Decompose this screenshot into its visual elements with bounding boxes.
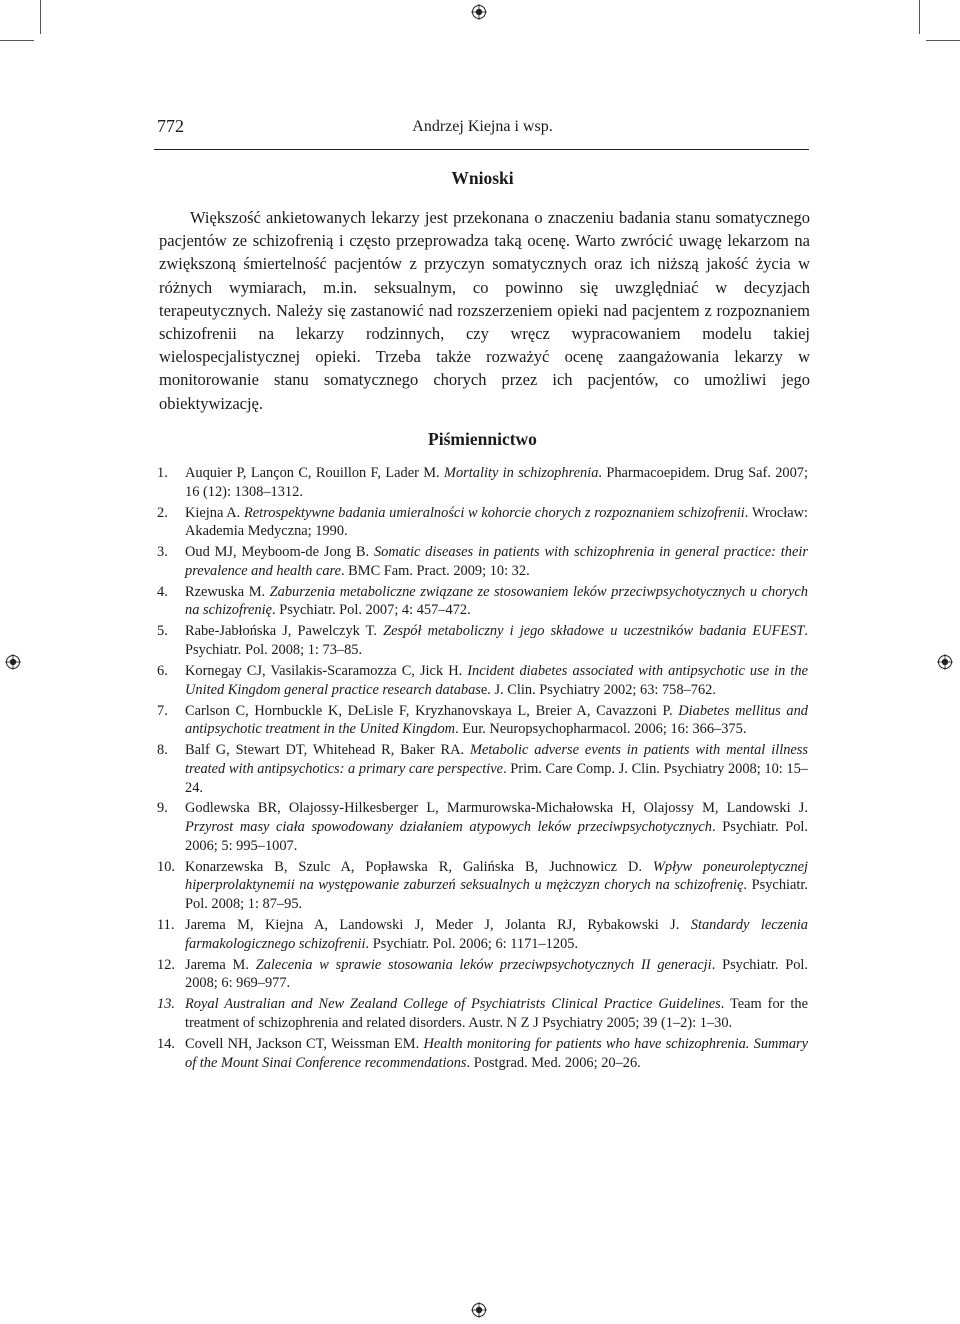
- reference-number: 9.: [157, 800, 168, 817]
- references-list: [157, 464, 808, 1074]
- reference-item: [157, 583, 808, 620]
- reference-authors: Rabe-Jabłońska J, Pawelczyk T.: [185, 623, 377, 640]
- reference-number: 6.: [157, 662, 168, 679]
- reference-item: [157, 916, 808, 953]
- reference-source: . Postgrad. Med. 2006; 20–26.: [466, 1054, 641, 1071]
- reference-source: . Eur. Neuropsychopharmacol. 2006; 16: 366–375.: [455, 721, 747, 738]
- reference-authors: Konarzewska B, Szulc A, Popławska R, Galińska B, Juchnowicz D.: [185, 858, 642, 875]
- reference-source: . Psychiatr. Pol. 2008; 1: 87–95.: [185, 877, 808, 913]
- reference-authors: Godlewska BR, Olajossy-Hilkesberger L, Marmurowska-Michałowska H, Olajossy M, Landowski J.: [185, 800, 808, 817]
- reference-authors: Kornegay CJ, Vasilakis-Scaramozza C, Jick H.: [185, 662, 463, 679]
- reference-title: Zespół metaboliczny i jego składowe u uczestników badania EUFEST: [383, 623, 805, 640]
- registration-mark-bottom-icon: [471, 1302, 487, 1318]
- header-rule: [154, 149, 809, 150]
- reference-title: Zaburzenia metaboliczne związane ze stosowaniem leków przeciwpsychotycznych u chorych na schizofrenię: [185, 583, 808, 619]
- reference-authors: Balf G, Stewart DT, Whitehead R, Baker RA.: [185, 742, 465, 759]
- reference-item: [157, 702, 808, 739]
- reference-item: [157, 504, 808, 541]
- conclusions-body: [159, 206, 810, 415]
- reference-source: . BMC Fam. Pract. 2009; 10: 32.: [340, 562, 530, 579]
- reference-number: 3.: [157, 544, 168, 561]
- registration-mark-right-icon: [937, 654, 953, 670]
- reference-authors: Jarema M.: [185, 956, 249, 973]
- reference-number: 5.: [157, 623, 168, 640]
- reference-title: Mortality in schizophrenia: [443, 465, 599, 481]
- reference-item: [157, 543, 808, 580]
- crop-mark-top-right-h: [926, 40, 960, 41]
- reference-number: 11.: [157, 917, 175, 934]
- reference-title: Standardy leczenia farmakologicznego schizofrenii: [185, 917, 808, 952]
- reference-item: [157, 622, 808, 659]
- reference-item: [157, 858, 808, 914]
- reference-source: . Prim. Care Comp. J. Clin. Psychiatry 2008; 10: 15–24.: [185, 760, 808, 796]
- reference-source: e. J. Clin. Psychiatry 2002; 63: 758–762.: [480, 681, 716, 698]
- reference-item: [157, 956, 808, 993]
- reference-number: 12.: [157, 956, 175, 973]
- reference-title: Royal Australian and New Zealand College of Psychiatrists Clinical Practice Guidelines: [185, 996, 721, 1013]
- page-number: 772: [157, 116, 184, 136]
- page-header: [157, 116, 808, 138]
- reference-title: Incident diabetes associated with antipsychotic use in the United Kingdom general practice research databas: [185, 662, 808, 698]
- reference-authors: Covell NH, Jackson CT, Weissman EM.: [185, 1035, 420, 1052]
- reference-source: . Wrocław: Akademia Medyczna; 1990.: [185, 504, 809, 540]
- crop-mark-top-left-h: [0, 40, 34, 41]
- reference-source: . Psychiatr. Pol. 2006; 6: 1171–1205.: [365, 935, 579, 952]
- reference-title: Somatic diseases in patients with schizophrenia in general practice: their prevalence and health care: [185, 544, 808, 579]
- reference-source: . Psychiatr. Pol. 2007; 4: 457–472.: [272, 602, 471, 619]
- reference-source: . Pharmacoepidem. Drug Saf. 2007; 16 (12): 1308–1312.: [185, 465, 808, 500]
- reference-number: 1.: [157, 465, 168, 481]
- reference-title: Diabetes mellitus and antipsychotic treatment in the United Kingdom: [185, 702, 808, 738]
- reference-title: Retrospektywne badania umieralności w kohorcie chorych z rozpoznaniem schizofrenii: [244, 504, 745, 521]
- reference-number: 10.: [157, 858, 175, 875]
- reference-item: [157, 464, 808, 501]
- reference-authors: Auquier P, Lançon C, Rouillon F, Lader M.: [185, 465, 440, 481]
- reference-authors: Kiejna A.: [185, 504, 241, 521]
- reference-source: . Team for the treatment of schizophrenia and related disorders. Austr. N Z J Psychiatry 2005; 39 (1–2): 1–30.: [185, 996, 808, 1031]
- reference-authors: Rzewuska M.: [185, 583, 266, 600]
- crop-mark-top-left: [40, 0, 41, 34]
- reference-number: 8.: [157, 742, 168, 759]
- reference-title: Metabolic adverse events in patients with mental illness treated with antipsychotics: a primary care perspective: [185, 742, 808, 777]
- reference-source: . Psychiatr. Pol. 2006; 5: 995–1007.: [185, 819, 808, 854]
- reference-number: 7.: [157, 702, 168, 719]
- conclusions-paragraph: Większość ankietowanych lekarzy jest przekonana o znaczeniu badania stanu somatycznego pacjentów ze schizofrenią i często przeprowadza taką ocenę. Warto zwrócić uwagę lekarzom na zwiększoną śmiertelność pacjentów z przyczyn somatycznych oraz ich niższą jakość życia w różnych wymiarach, m.in. seksualnym, co powinno się uwzględniać w decyzjach terapeutycznych. Należy się zastanowić nad rozszerzeniem opieki nad pacjentem z rozpoznaniem schizofrenii na lekarzy rodzinnych, czy wręcz wypracowaniem modelu takiej wielospecjalistycznej opieki. Trzeba także rozważyć ocenę zaangażowania lekarzy w monitorowanie stanu somatycznego chorych przez ich pacjentów, co umożliwi jego obiektywizację.: [159, 208, 810, 413]
- reference-item: [157, 741, 808, 797]
- reference-authors: Oud MJ, Meyboom-de Jong B.: [185, 544, 370, 561]
- reference-number: 14.: [157, 1035, 175, 1052]
- reference-authors: Carlson C, Hornbuckle K, DeLisle F, Kryzhanovskaya L, Breier A, Cavazzoni P.: [185, 702, 673, 719]
- reference-number: 2.: [157, 504, 168, 521]
- reference-title: Przyrost masy ciała spowodowany działaniem atypowych leków przeciwpsychotycznych: [185, 819, 712, 836]
- reference-source: . Psychiatr. Pol. 2008; 6: 969–977.: [185, 956, 809, 992]
- reference-number: 4.: [157, 583, 168, 600]
- references-heading: Piśmiennictwo: [428, 429, 537, 449]
- reference-title: Health monitoring for patients who have schizophrenia. Summary of the Mount Sinai Conference recommendations: [185, 1035, 809, 1071]
- reference-title: Wpływ poneuroleptycznej hiperprolaktynemii na występowanie zaburzeń seksualnych u mężczyzn chorych na schizofrenię: [185, 858, 808, 894]
- registration-mark-left-icon: [5, 654, 21, 670]
- crop-mark-top-right: [919, 0, 920, 34]
- reference-source: . Psychiatr. Pol. 2008; 1: 73–85.: [185, 623, 809, 659]
- registration-mark-top-icon: [471, 4, 487, 20]
- reference-title: Zalecenia w sprawie stosowania leków przeciwpsychotycznych II generacji: [255, 956, 712, 973]
- reference-authors: Jarema M, Kiejna A, Landowski J, Meder J, Jolanta RJ, Rybakowski J.: [185, 917, 680, 934]
- conclusions-heading: Wnioski: [451, 168, 514, 188]
- reference-number: 13.: [157, 996, 175, 1013]
- running-head: Andrzej Kiejna i wsp.: [412, 118, 553, 135]
- reference-item: [157, 1035, 808, 1072]
- reference-item: [157, 995, 808, 1032]
- reference-item: [157, 799, 808, 855]
- reference-item: [157, 662, 808, 699]
